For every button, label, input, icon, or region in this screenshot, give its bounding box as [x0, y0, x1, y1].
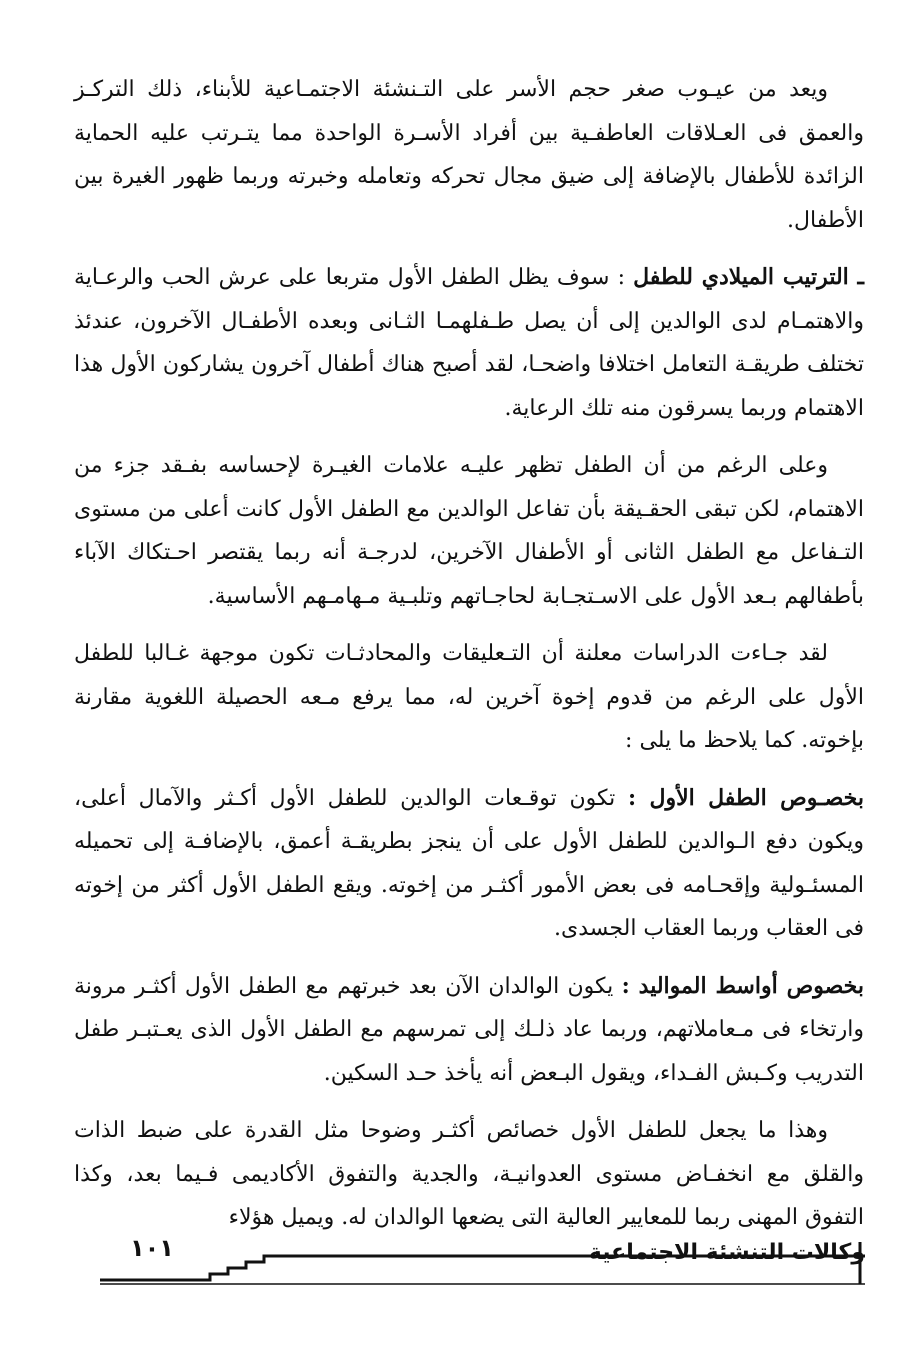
paragraph-5	[74, 777, 864, 951]
paragraph-5-heading: بخصـوص الطفل الأول :	[628, 784, 864, 811]
page-number: ١٠١	[130, 1234, 174, 1262]
paragraph-3	[74, 444, 864, 618]
paragraph-2-heading: ـ الترتيب الميلادي للطفل	[633, 264, 864, 290]
paragraph-4-text: لقد جـاءت الدراسات معلنة أن التـعليقات والمحادثـات تكون موجهة غـالبا للطفل الأول على الرغم من قدوم إخوة آخرين له، مما يرفع مـعه الحصيلة اللغوية مقارنة بإخوته. كما يلاحظ ما يلى :	[74, 641, 864, 753]
running-title: وكالات التنشئة الاجتماعية	[588, 1240, 865, 1265]
page-footer	[100, 1228, 865, 1288]
paragraph-6-heading: بخصوص أواسط المواليد :	[621, 972, 864, 999]
paragraph-5-text: تكون توقـعات الوالدين للطفل الأول أكـثر والآمال أعلى، ويكون دفع الـوالدين للطفل الأول على أن ينجز بطريقـة أعمق، بالإضافـة إلى تحميله المسئـولية وإقحـامه فى بعض الأمور أكثـر من إخوته. ويقع الطفل الأول أكثر من إخوته فى العقاب وربما العقاب الجسدى.	[74, 785, 864, 941]
paragraph-2-text: : سوف يظل الطفل الأول متربعا على عرش الحب والرعـاية والاهتمـام لدى الوالدين إلى أن يصل طـفلهمـا الثـانى وبعده الأطفـال الآخرون، عندئذ تختلف طريقـة التعامل اختلافا واضحـا، لقد أصبح هناك أطفال آخرون يشاركون الأول هذا الاهتمام وربما يسرقون منه تلك الرعاية.	[74, 265, 864, 421]
paragraph-3-text: وعلى الرغم من أن الطفل تظهر عليـه علامات الغيـرة لإحساسه بفـقد جزء من الاهتمام، لكن تبقى الحقـيقة بأن تفاعل الوالدين مع الطفل الأول كانت أعلى من مستوى التـفاعل مع الطفل الثانى أو الأطفال الآخرين، لدرجـة أنه ربما يقتصر احـتكاك الآباء بأطفالهم بـعد الأول على الاسـتجـابة لحاجـاتهم وتلبـية مـهامـهم الأساسية.	[74, 453, 864, 609]
paragraph-6	[74, 965, 864, 1096]
paragraph-4	[74, 632, 864, 763]
paragraph-1-text: ويعد من عيـوب صغر حجم الأسر على التـنشئة الاجتمـاعية للأبناء، ذلك التركـز والعمق فى العـلاقات العاطفـية بين أفراد الأسـرة الواحدة مما يتـرتب عليه الحماية الزائدة للأطفال بالإضافة إلى ضيق مجال تحركه وتعامله وخبرته وربما ظهور الغيرة بين الأطفال.	[74, 77, 864, 233]
paragraph-2	[74, 256, 864, 430]
paragraph-6-text: يكون الوالدان الآن بعد خبرتهم مع الطفل الأول أكثـر مرونة وارتخاء فى مـعاملاتهم، وربما عاد ذلـك إلى تمرسهم مع الطفل الأول الذى يعـتبـر طفل التدريب وكـبش الفـداء، ويقول البـعض أنه يأخذ حـد السكين.	[74, 973, 864, 1086]
paragraph-7-text: وهذا ما يجعل للطفل الأول خصائص أكثـر وضوحا مثل القدرة على ضبط الذات والقلق مع انخفـاض مستوى العدوانيـة، والجدية والتفوق الأكاديمى فـيما بعد، وكذا التفوق المهنى ربما للمعايير العالية التى يضعها الوالدان له. ويميل هؤلاء	[74, 1118, 864, 1230]
paragraph-7	[74, 1109, 864, 1240]
page-body	[74, 68, 864, 1254]
paragraph-1	[74, 68, 864, 242]
